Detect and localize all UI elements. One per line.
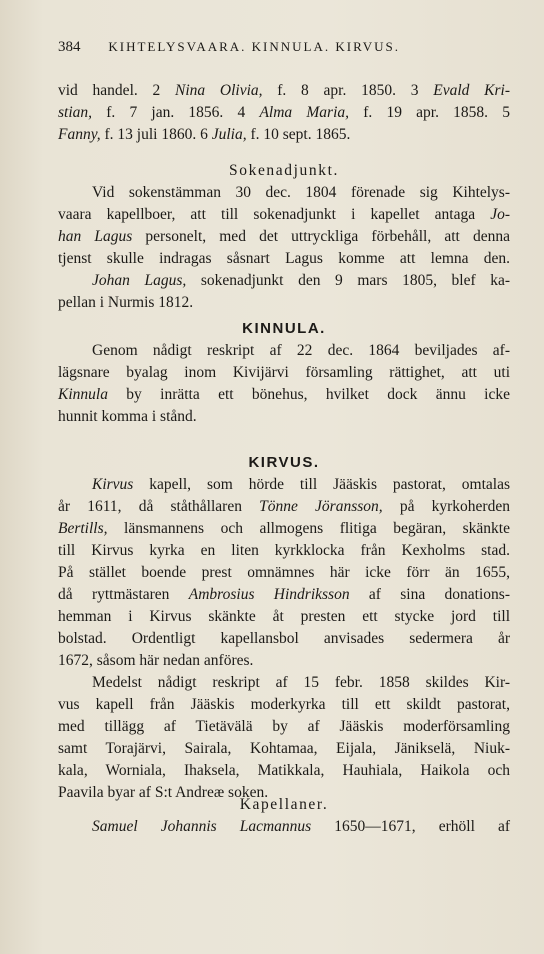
section-kapellaner <box>58 794 510 838</box>
text-line: då ryttmästaren Ambrosius Hindriksson af sina donations- <box>58 586 510 603</box>
text-line: till Kirvus kyrka en liten kyrkklocka från Kexholms stad. <box>58 542 510 559</box>
section-heading: Sokenadjunkt. <box>229 162 339 179</box>
section-kinnula <box>58 318 510 428</box>
text-line: Paavila byar af S:t Andreæ soken. <box>58 784 269 801</box>
text-line: Medelst nådigt reskript af 15 febr. 1858 skildes Kir- <box>92 674 510 691</box>
section-heading: KINNULA. <box>242 320 326 337</box>
running-title: KIHTELYSVAARA. KINNULA. KIRVUS. <box>108 39 400 54</box>
text-line: Kirvus kapell, som hörde till Jääskis pastorat, omtalas <box>92 476 510 493</box>
section-sokenadjunkt <box>58 160 510 314</box>
text-line: Johan Lagus, sokenadjunkt den 9 mars 1805, blef ka- <box>92 272 510 289</box>
text-line: pellan i Nurmis 1812. <box>58 294 194 311</box>
text-line: Kinnula by inrätta ett bönehus, hvilket dock ännu icke <box>58 386 510 403</box>
text-line: Samuel Johannis Lacmannus 1650—1671, erhöll af <box>92 818 510 835</box>
text-line: med tillägg af Tietävälä by af Jääskis moderförsamling <box>58 718 510 735</box>
text-line: Genom nådigt reskript af 22 dec. 1864 beviljades af- <box>92 342 510 359</box>
text-line: samt Torajärvi, Sairala, Kohtamaa, Eijala, Jänikselä, Niuk- <box>58 740 510 757</box>
text-line: 1672, såsom här nedan anföres. <box>58 652 254 669</box>
page-header <box>58 36 510 58</box>
text-line: hemman i Kirvus skänkte åt presten ett stycke jord till <box>58 608 510 625</box>
text-line: vaara kapellboer, att till sokenadjunkt i kapellet antaga Jo- <box>58 206 510 223</box>
text-line: bolstad. Ordentligt kapellansbol anvisades sedermera år <box>58 630 510 647</box>
text-line: vid handel. 2 Nina Olivia, f. 8 apr. 1850. 3 Evald Kri- <box>58 82 510 99</box>
header-line <box>58 36 510 58</box>
text-line: han Lagus personelt, med det uttryckliga förbehåll, att denna <box>58 228 511 245</box>
text-line: stian, f. 7 jan. 1856. 4 Alma Maria, f. 19 apr. 1858. 5 <box>58 104 510 121</box>
section-heading: KIRVUS. <box>248 454 320 471</box>
section-heading: Kapellaner. <box>239 796 329 813</box>
section-kirvus <box>58 452 510 804</box>
text-line: På stället boende prest omnämnes här icke förr än 1655, <box>58 564 510 581</box>
text-line: Fanny, f. 13 juli 1860. 6 Julia, f. 10 sept. 1865. <box>58 126 351 143</box>
text-line: kala, Worniala, Ihaksela, Matikkala, Hauhiala, Haikola och <box>58 762 510 779</box>
text-line: Bertills, länsmannens och allmogens flitiga begäran, skänkte <box>58 520 510 537</box>
paragraph-children <box>58 80 510 146</box>
page-number: 384 <box>58 39 81 55</box>
text-line: Vid sokenstämman 30 dec. 1804 förenade sig Kihtelys- <box>92 184 510 201</box>
text-line: år 1611, då ståthållaren Tönne Jöransson, på kyrkoherden <box>58 498 510 515</box>
text-line: vus kapell från Jääskis moderkyrka till ett skildt pastorat, <box>58 696 510 713</box>
text-line: hunnit komma i stånd. <box>58 408 197 425</box>
text-line: lägsnare byalag inom Kivijärvi församling rättighet, att uti <box>58 364 510 381</box>
text-line: tjenst skulle indragas såsnart Lagus komme att lemna den. <box>58 250 510 267</box>
